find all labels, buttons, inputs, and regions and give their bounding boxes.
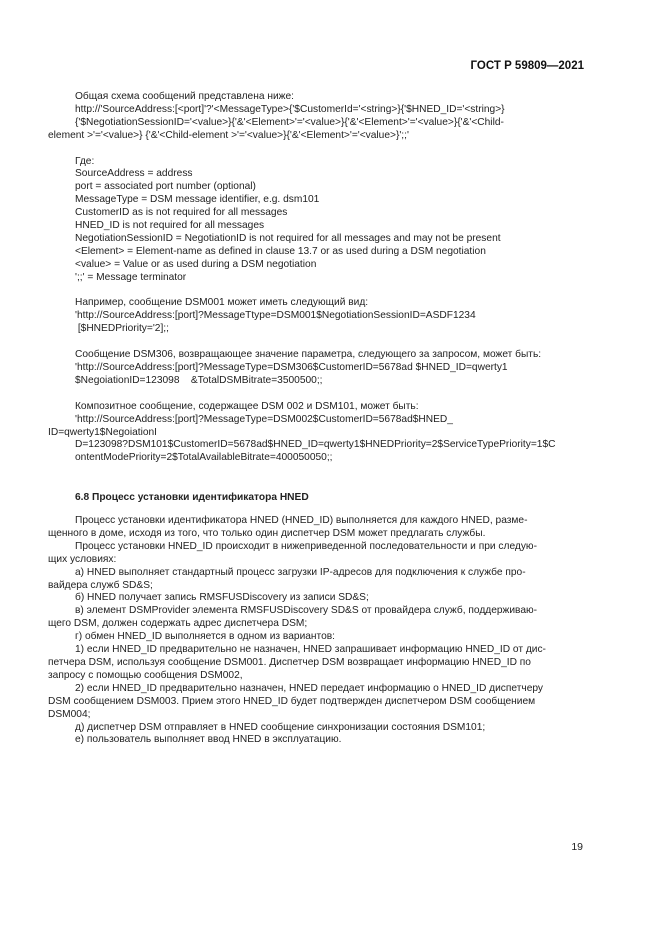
example1-line: [$HNEDPriority='2];; xyxy=(75,323,169,335)
paragraph-line: щенного в доме, исходя из того, что только один диспетчер DSM может предлагать службы. xyxy=(48,527,486,539)
list-item-g1: запросу с помощью сообщения DSM002, xyxy=(48,669,243,681)
list-item-g: г) обмен HNED_ID выполняется в одном из вариантов: xyxy=(75,631,336,643)
list-item-c: в) элемент DSMProvider элемента RMSFUSDiscovery SD&S от провайдера служб, поддерживаю- xyxy=(75,605,538,617)
paragraph-line: Процесс установки идентификатора HNED (HNED_ID) выполняется для каждого HNED, разме- xyxy=(75,515,528,527)
section-heading: 6.8 Процесс установки идентификатора HNED xyxy=(75,492,309,504)
example3-line: ID=qwerty1$NegoiationI xyxy=(48,426,158,438)
example3-lead: Композитное сообщение, содержащее DSM 002 и DSM101, может быть: xyxy=(75,400,419,412)
list-item-g2: 2) если HNED_ID предварительно назначен, HNED передает информацию о HNED_ID диспетчеру xyxy=(75,682,544,694)
where-item: NegotiationSessionID = NegotiationID is not required for all messages and may not be present xyxy=(75,232,501,244)
list-item-d: д) диспетчер DSM отправляет в HNED сообщение синхронизации состояния DSM101; xyxy=(75,721,486,733)
schema-line-3: element >'='<value>} {'&'<Child-element >'='<value>}{'&'<Element>'='<value>}';;' xyxy=(48,129,409,141)
where-item: SourceAddress = address xyxy=(75,168,193,180)
where-item: HNED_ID is not required for all messages xyxy=(75,220,265,232)
list-item-g2: DSM004; xyxy=(48,708,91,720)
example1-line: 'http://SourceAddress:[port]?MessageTtype=DSM001$NegotiationSessionID=ASDF1234 xyxy=(75,310,476,322)
list-item-a: вайдера служб SD&S; xyxy=(48,579,153,591)
page-content xyxy=(48,91,584,747)
example3-line: 'http://SourceAddress:[port]?MessageType=DSM002$CustomerID=5678ad$HNED_ xyxy=(75,413,453,425)
where-item: ';;' = Message terminator xyxy=(75,271,187,283)
list-item-a: а) HNED выполняет стандартный процесс загрузки IP-адресов для подключения к службе про- xyxy=(75,566,526,578)
where-item: <value> = Value or as used during a DSM negotiation xyxy=(75,258,317,270)
intro-lead: Общая схема сообщений представлена ниже: xyxy=(75,91,294,102)
document-standard-header: ГОСТ Р 59809—2021 xyxy=(470,60,584,72)
list-item-g2: DSM сообщением DSM003. Прием этого HNED_ID будет подтвержден диспетчером DSM сообщением xyxy=(48,695,536,707)
example2-line: 'http://SourceAddress:[port]?MessageType=DSM306$CustomerID=5678ad $HNED_ID=qwerty1 xyxy=(75,361,508,373)
list-item-c: щего DSM, должен содержать адрес диспетчера DSM; xyxy=(48,618,308,630)
paragraph-line: Процесс установки HNED_ID происходит в нижеприведенной последовательности и при следую- xyxy=(75,540,537,552)
page-number: 19 xyxy=(571,841,583,853)
list-item-b: б) HNED получает запись RMSFUSDiscovery из записи SD&S; xyxy=(75,592,369,604)
example1-lead: Например, сообщение DSM001 может иметь следующий вид: xyxy=(75,297,369,309)
list-item-g1: 1) если HNED_ID предварительно не назначен, HNED запрашивает информацию HNED_ID от дис- xyxy=(75,644,546,656)
where-item: CustomerID as is not required for all messages xyxy=(75,207,288,219)
example2-line: $NegoiationID=123098 &TotalDSMBitrate=3500500;; xyxy=(75,374,323,386)
example3-line: D=123098?DSM101$CustomerID=5678ad$HNED_ID=qwerty1$HNEDPriority=2$ServiceTypePriority=1$C xyxy=(75,439,556,451)
where-item: MessageType = DSM message identifier, e.g. dsm101 xyxy=(75,194,320,206)
paragraph-line: щих условиях: xyxy=(48,553,117,565)
example2-lead: Сообщение DSM306, возвращающее значение параметра, следующего за запросом, может быть: xyxy=(75,349,542,361)
schema-line-1: http://'SourceAddress:[<port]'?'<MessageType>{'$CustomerId='<string>}{'$HNED_ID='<string>} xyxy=(75,103,505,115)
schema-line-2: {'$NegotiationSessionID='<value>}{'&'<Element>'='<value>}{'&'<Element>'='<value>}{'&'<Child- xyxy=(75,116,504,128)
where-label: Где: xyxy=(75,155,95,167)
where-item: port = associated port number (optional) xyxy=(75,181,256,193)
where-item: <Element> = Element-name as defined in clause 13.7 or as used during a DSM negotiation xyxy=(75,245,486,257)
list-item-g1: петчера DSM, используя сообщение DSM001. Диспетчер DSM возвращает информацию HNED_ID по xyxy=(48,656,531,668)
list-item-e: е) пользователь выполняет ввод HNED в эксплуатацию. xyxy=(75,734,342,746)
example3-line: ontentModePriority=2$TotalAvailableBitrate=400050050;; xyxy=(75,452,333,464)
